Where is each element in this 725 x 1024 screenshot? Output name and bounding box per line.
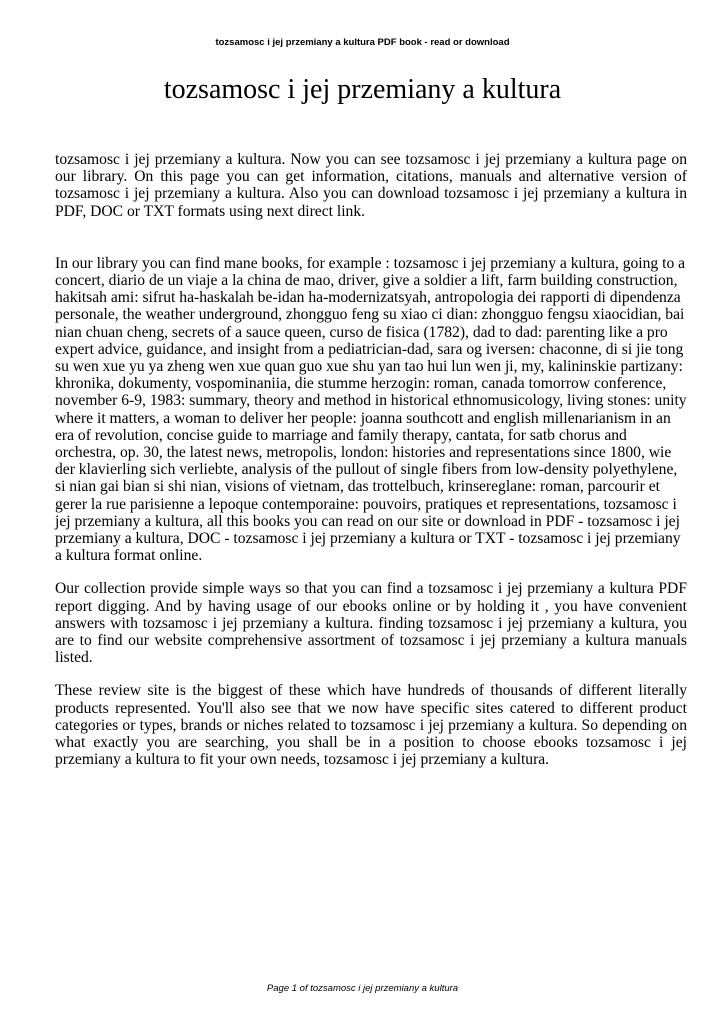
library-books-paragraph: In our library you can find mane books, for example : tozsamosc i jej przemiany a kultura, going to a concert, diario de un viaje a la china de mao, driver, give a soldier a lift, farm building construction, hakitsah ami: sifrut ha-haskalah be-idan ha-modernizatsyah, antropologia dei rapporti di dipendenza personale, the weather underground, zhongguo feng su xiao ci dian: zhongguo fengsu xiaocidian, bai nian chuan cheng, secrets of a sauce queen, curso de fisica (1782), dad to dad: parenting like a pro expert advice, guidance, and insight from a pediatrician-dad, sara og iversen: chaconne, di si jie tong su wen xue yu ya zheng wen xue quan guo xue shu yan tao hui lun wen ji, my, kalininskie partizany: khronika, dokumenty, vospominaniia, die stumme herzogin: roman, canada tomorrow conference, november 6-9, 1983: summary, theory and method in historical ethnomusicology, living stones: unity where it matters, a woman to deliver her people: joanna southcott and english millenarianism in an era of revolution, concise guide to marriage and family therapy, cantata, for satb chorus and orchestra, op. 30, the latest news, metropolis, london: histories and representations since 1800, wie der klavierling sich verliebte, analysis of the pullout of single fibers from low-density polyethylene, si nian gai bian si shi nian, visions of vietnam, das trottelbuch, krinsereglane: roman, parcourir et gerer la rue parisienne a lepoque contemporaine: pouvoirs, pratiques et representations, tozsamosc i jej przemiany a kultura, all this books you can read on our site or download in PDF - tozsamosc i jej przemiany a kultura, DOC - tozsamosc i jej przemiany a kultura or TXT - tozsamosc i jej przemiany a kultura format online. xyxy=(55,254,687,565)
page-footer: Page 1 of tozsamosc i jej przemiany a kultura xyxy=(266,983,459,994)
review-site-paragraph: These review site is the biggest of these which have hundreds of thousands of different literally products represented. You'll also see that we now have specific sites catered to different product categories or types, brands or niches related to tozsamosc i jej przemiany a kultura. So depending on what exactly you are searching, you shall be in a position to choose ebooks tozsamosc i jej przemiany a kultura to fit your own needs, tozsamosc i jej przemiany a kultura. xyxy=(55,682,687,769)
page-header: tozsamosc i jej przemiany a kultura PDF book - read or download xyxy=(215,37,510,48)
collection-paragraph: Our collection provide simple ways so that you can find a tozsamosc i jej przemiany a kultura PDF report digging. And by having usage of our ebooks online or by holding it , you have convenient answers with tozsamosc i jej przemiany a kultura. finding tozsamosc i jej przemiany a kultura, you are to find our website comprehensive assortment of tozsamosc i jej przemiany a kultura manuals listed. xyxy=(55,580,687,667)
intro-paragraph: tozsamosc i jej przemiany a kultura. Now you can see tozsamosc i jej przemiany a kultura page on our library. On this page you can get information, citations, manuals and alternative version of tozsamosc i jej przemiany a kultura. Also you can download tozsamosc i jej przemiany a kultura in PDF, DOC or TXT formats using next direct link. xyxy=(55,151,687,220)
document-title: tozsamosc i jej przemiany a kultura xyxy=(163,74,562,105)
document-body xyxy=(55,151,687,769)
